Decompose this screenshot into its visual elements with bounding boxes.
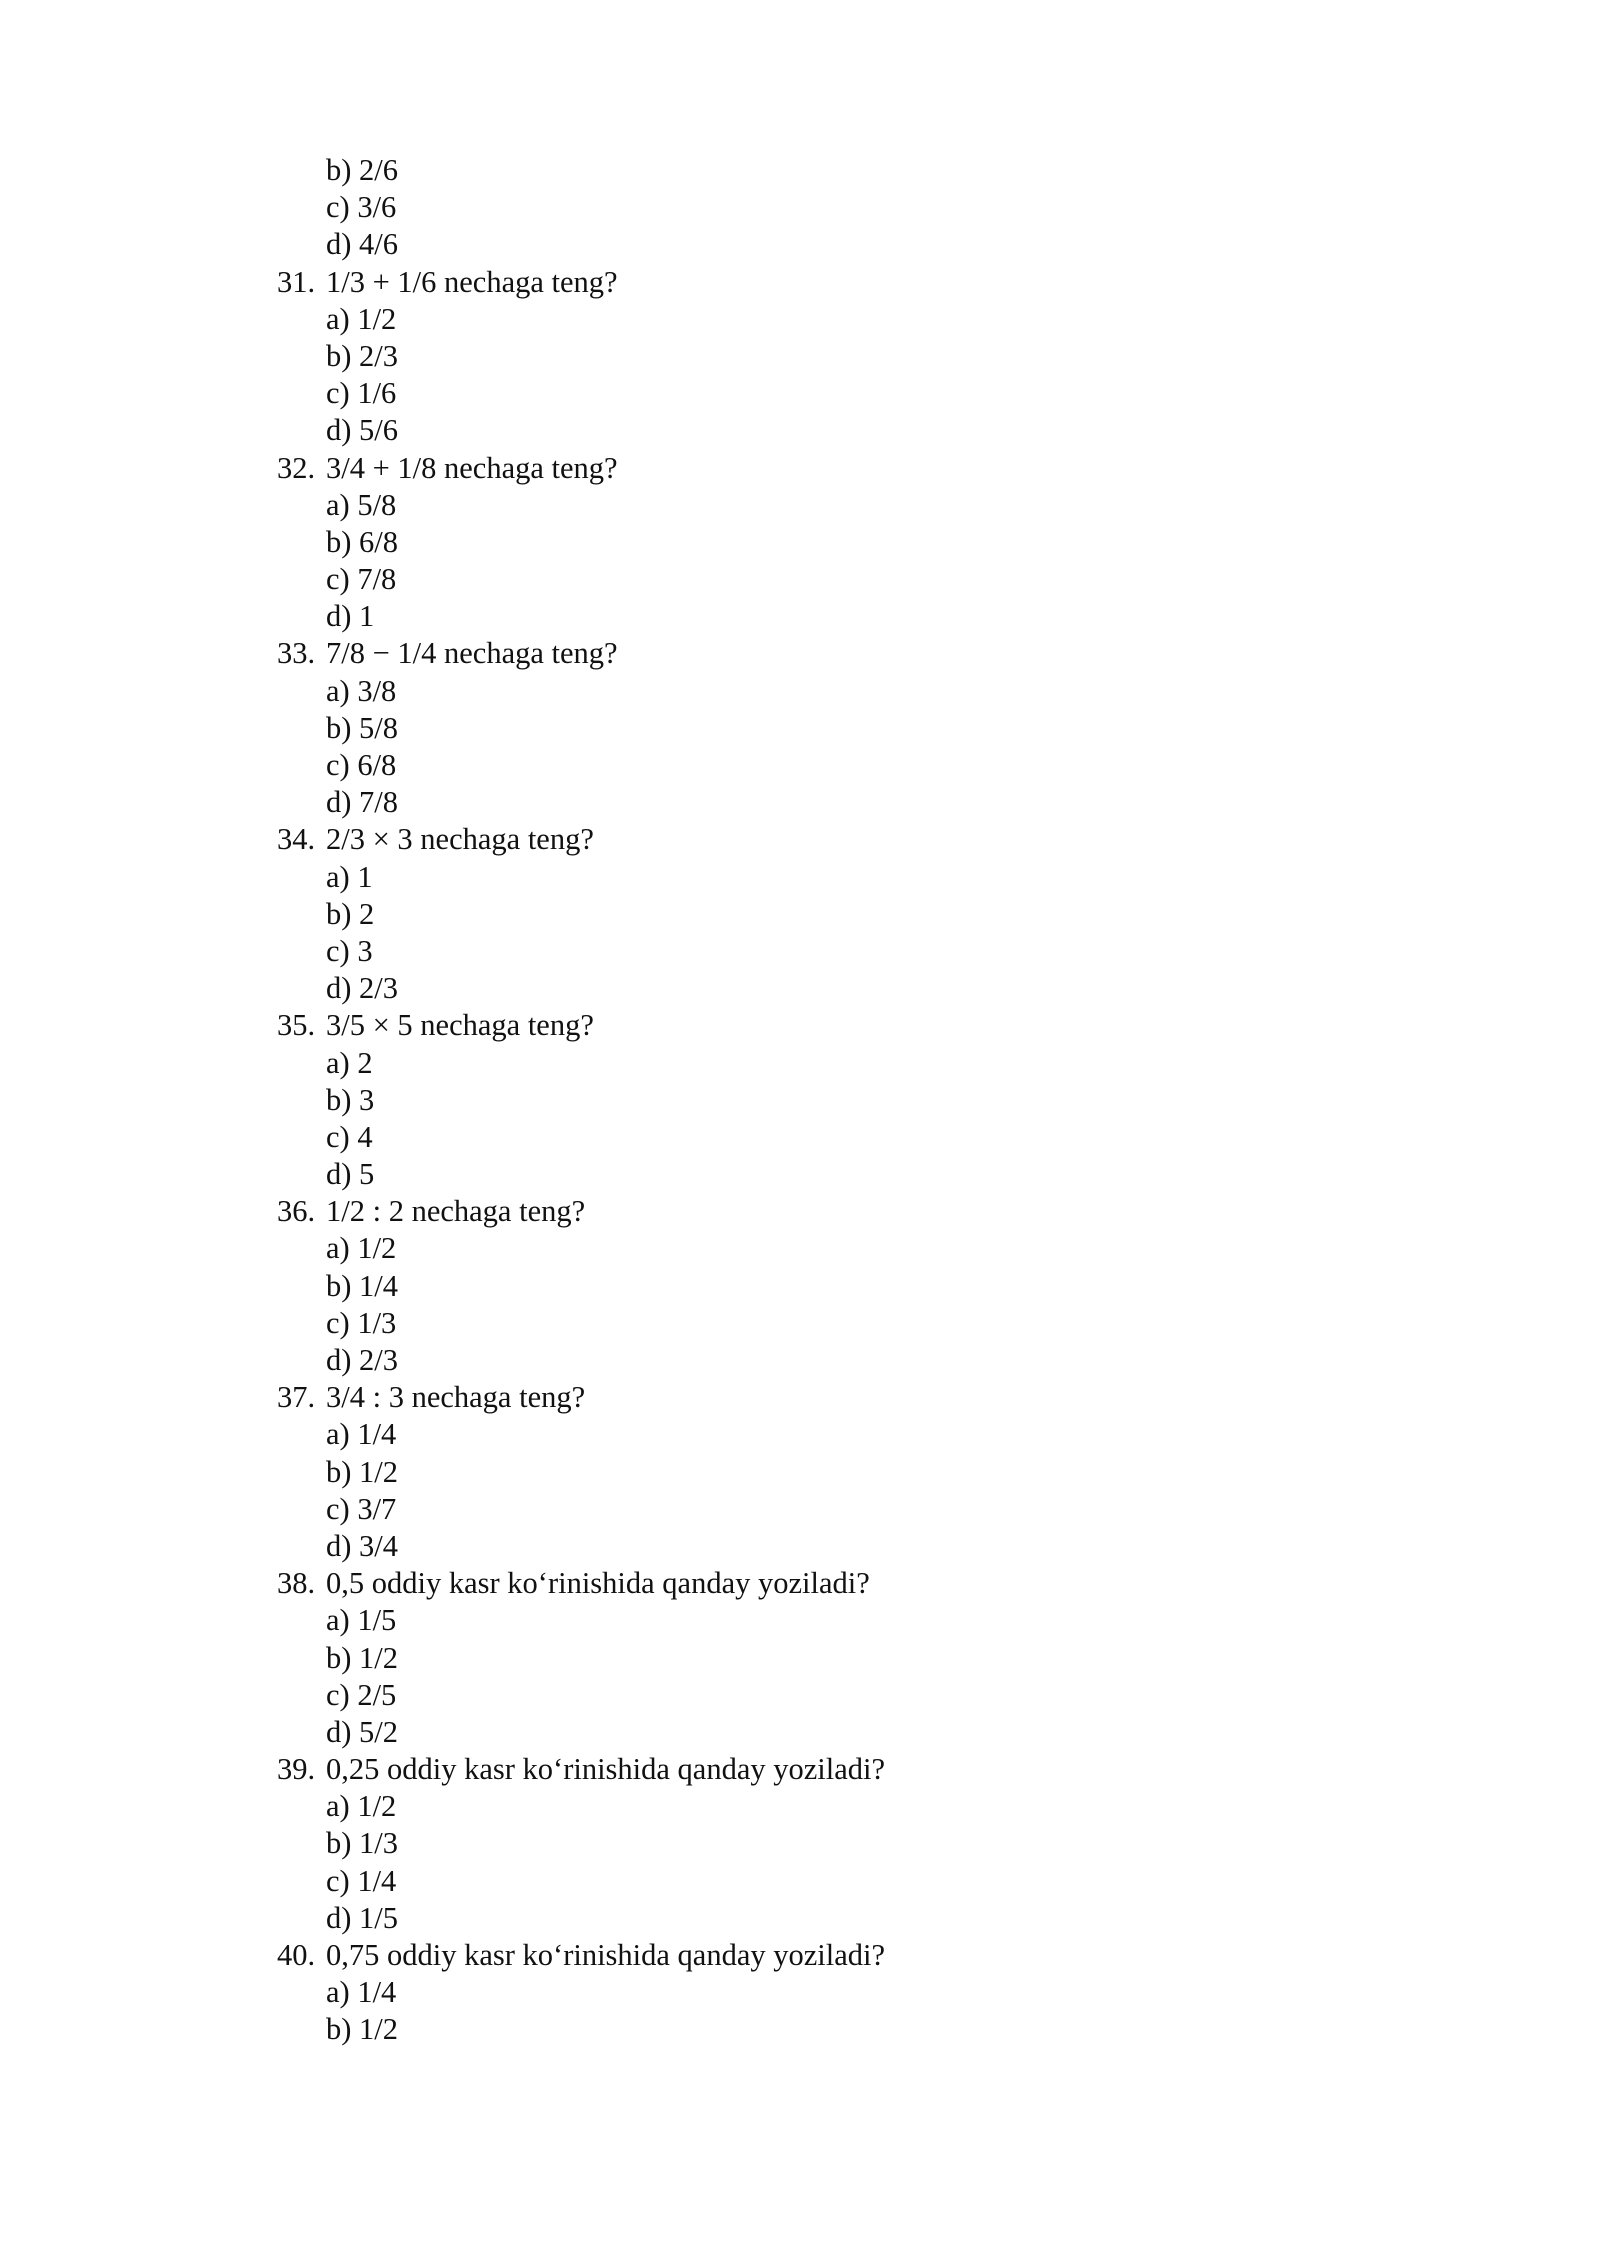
option: d) 5/6 (326, 413, 399, 448)
option: b) 1/4 (326, 1268, 399, 1303)
question-line (277, 1565, 1377, 1602)
question-line (277, 264, 1377, 301)
question-line (277, 1193, 1377, 1230)
question-block (277, 1193, 1377, 1379)
option: c) 3 (326, 933, 373, 968)
question-text: 1/2 : 2 nechaga teng? (326, 1194, 586, 1229)
option: b) 1/2 (326, 1454, 399, 1489)
question-block (277, 1565, 1377, 1751)
option: b) 1/2 (326, 2012, 399, 2047)
question-line (277, 1007, 1377, 1044)
option: d) 5/2 (326, 1714, 399, 1749)
option: c) 7/8 (326, 562, 397, 597)
option: c) 2/5 (326, 1677, 397, 1712)
question-number: 36. (277, 1194, 316, 1229)
option: a) 1 (326, 859, 373, 894)
question-text: 0,5 oddiy kasr koʻrinishida qanday yoziladi? (326, 1566, 870, 1601)
option: d) 4/6 (326, 227, 399, 262)
option: b) 1/3 (326, 1826, 399, 1861)
option: b) 3 (326, 1082, 375, 1117)
question-block (277, 635, 1377, 821)
option: a) 1/2 (326, 1789, 397, 1824)
question-text: 1/3 + 1/6 nechaga teng? (326, 264, 618, 299)
question-line (277, 1751, 1377, 1788)
option: a) 1/5 (326, 1603, 397, 1638)
question-list (277, 152, 1377, 2049)
option: d) 7/8 (326, 785, 399, 820)
question-number: 37. (277, 1380, 316, 1415)
option: b) 2 (326, 896, 375, 931)
question-text: 3/5 × 5 nechaga teng? (326, 1008, 594, 1043)
question-line (277, 635, 1377, 672)
question-line (277, 821, 1377, 858)
question-number: 38. (277, 1566, 316, 1601)
option: c) 1/6 (326, 376, 397, 411)
option: a) 1/4 (326, 1417, 397, 1452)
option: b) 2/6 (326, 153, 399, 187)
question-block (277, 821, 1377, 1007)
option: a) 1/2 (326, 301, 397, 336)
question-block (277, 1937, 1377, 2049)
question-line (277, 1379, 1377, 1416)
question-text: 7/8 − 1/4 nechaga teng? (326, 636, 618, 671)
option: a) 1/2 (326, 1231, 397, 1266)
option: b) 6/8 (326, 524, 399, 559)
option: b) 2/3 (326, 338, 399, 373)
question-line (277, 1937, 1377, 1974)
question-text: 0,25 oddiy kasr koʻrinishida qanday yoziladi? (326, 1752, 886, 1787)
option: a) 5/8 (326, 487, 397, 522)
question-block (277, 1379, 1377, 1565)
option: d) 3/4 (326, 1528, 399, 1563)
question-number: 35. (277, 1008, 316, 1043)
question-text: 2/3 × 3 nechaga teng? (326, 822, 594, 857)
questions (277, 264, 1377, 2049)
question-number: 34. (277, 822, 316, 857)
option: c) 3/7 (326, 1491, 397, 1526)
option: d) 1 (326, 599, 375, 634)
option: a) 1/4 (326, 1975, 397, 2010)
question-number: 40. (277, 1938, 316, 1972)
option: c) 4 (326, 1119, 373, 1154)
question-block (277, 450, 1377, 636)
question-text: 3/4 : 3 nechaga teng? (326, 1380, 586, 1415)
option: c) 3/6 (326, 190, 397, 225)
option: c) 1/4 (326, 1863, 397, 1898)
question-line (277, 450, 1377, 487)
option: d) 5 (326, 1157, 375, 1192)
option: d) 1/5 (326, 1900, 399, 1935)
question-text: 3/4 + 1/8 nechaga teng? (326, 450, 618, 485)
option: d) 2/3 (326, 971, 399, 1006)
question-number: 39. (277, 1752, 316, 1787)
question-text: 0,75 oddiy kasr koʻrinishida qanday yoziladi? (326, 1938, 886, 1972)
option: d) 2/3 (326, 1343, 399, 1377)
option: b) 5/8 (326, 710, 399, 745)
question-number: 31. (277, 264, 316, 299)
question-block (277, 264, 1377, 450)
option: a) 2 (326, 1045, 373, 1080)
leading-options (277, 152, 1377, 264)
question-block (277, 1007, 1377, 1193)
question-block (277, 1751, 1377, 1937)
option: c) 1/3 (326, 1305, 397, 1340)
option: c) 6/8 (326, 748, 397, 782)
question-number: 33. (277, 636, 316, 671)
option: a) 3/8 (326, 673, 397, 708)
question-number: 32. (277, 450, 316, 485)
option: b) 1/2 (326, 1640, 399, 1675)
